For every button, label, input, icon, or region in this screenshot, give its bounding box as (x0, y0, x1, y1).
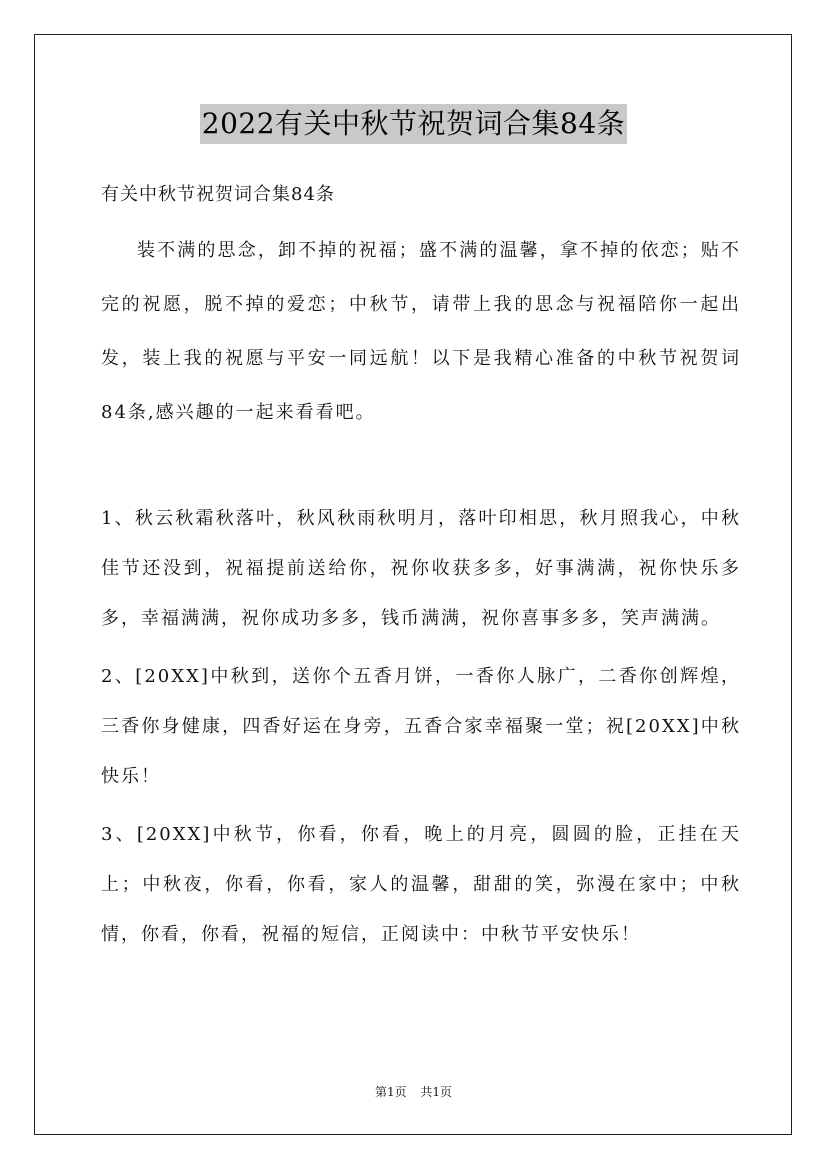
intro-paragraph: 装不满的思念，卸不掉的祝福；盛不满的温馨，拿不掉的依恋；贴不完的祝愿，脱不掉的爱恋；中秋节，请带上我的思念与祝福陪你一起出发，装上我的祝愿与平安一同远航！以下是我精心准备的中秋节祝贺词84条,感兴趣的一起来看看吧。 (101, 240, 741, 423)
document-subtitle: 有关中秋节祝贺词合集84条 (101, 184, 335, 205)
paragraph-spacer (101, 440, 741, 494)
document-title: 2022有关中秋节祝贺词合集84条 (200, 104, 627, 144)
greeting-item-3: 3、[20XX]中秋节，你看，你看，晚上的月亮，圆圆的脸，正挂在天上；中秋夜，你看，你看，家人的温馨，甜甜的笑，弥漫在家中；中秋情，你看，你看，祝福的短信，正阅读中：中秋节平安快乐！ (101, 824, 741, 945)
page-footer (0, 1082, 827, 1102)
greeting-item-1: 1、秋云秋霜秋落叶，秋风秋雨秋明月，落叶印相思，秋月照我心，中秋佳节还没到，祝福提前送给你，祝你收获多多，好事满满，祝你快乐多多，幸福满满，祝你成功多多，钱币满满，祝你喜事多多，笑声满满。 (101, 508, 741, 629)
document-body (101, 178, 741, 968)
greeting-item-2: 2、[20XX]中秋到，送你个五香月饼，一香你人脉广，二香你创辉煌，三香你身健康，四香好运在身旁，五香合家幸福聚一堂；祝[20XX]中秋快乐！ (101, 666, 741, 787)
title-area (0, 104, 827, 144)
page-number: 第1页 (374, 1085, 407, 1099)
page-total: 共1页 (420, 1085, 453, 1099)
